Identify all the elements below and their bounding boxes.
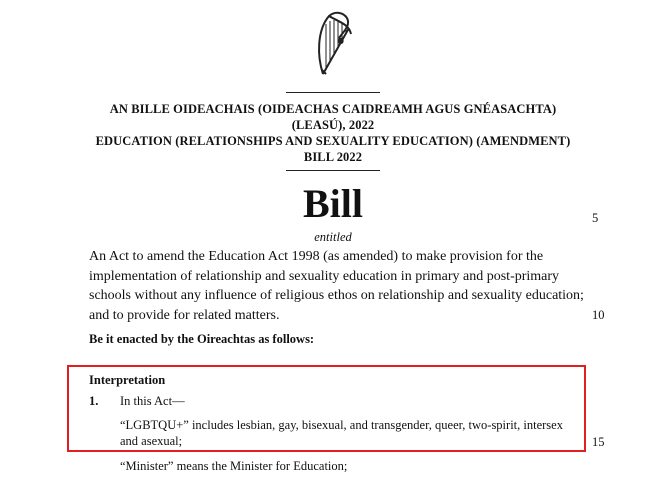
section-heading: Interpretation	[89, 373, 166, 387]
definition-minister: “Minister” means the Minister for Education;	[120, 459, 348, 473]
long-title-line: An Act to amend the Education Act 1998 (as amended) to make provision for the	[89, 249, 544, 264]
title-top-rule	[286, 92, 380, 93]
bill-title-block	[80, 101, 586, 165]
section-number: 1.	[89, 394, 99, 408]
long-title	[89, 247, 589, 325]
bill-heading: Bill	[302, 181, 364, 226]
long-title-line: and to provide for related matters.	[89, 307, 280, 323]
long-title-line: implementation of relationship and sexuality education in primary and post-primary	[89, 268, 560, 284]
long-title-line: schools without any influence of religious ethos on relationship and sexuality education;	[89, 288, 584, 304]
line-number-10: 10	[592, 308, 605, 322]
enacting-formula: Be it enacted by the Oireachtas as follows:	[89, 332, 315, 346]
harp-icon	[309, 8, 357, 80]
definition-lgbtqu: “LGBTQU+” includes lesbian, gay, bisexual, and transgender, queer, two-spirit, intersex and asexual;	[120, 418, 563, 448]
title-bottom-rule	[286, 170, 380, 171]
irish-title-line1: AN BILLE OIDEACHAIS (OIDEACHAS CAIDREAMH AGUS GNÉASACHTA)	[109, 102, 557, 116]
english-title-line2: BILL 2022	[303, 150, 363, 164]
line-number-15: 15	[592, 435, 605, 449]
irish-title-line2: (LEASÚ), 2022	[291, 118, 375, 132]
line-number-5: 5	[592, 211, 599, 225]
english-title-line1: EDUCATION (RELATIONSHIPS AND SEXUALITY EDUCATION) (AMENDMENT)	[95, 134, 571, 148]
section-intro: In this Act—	[120, 394, 185, 408]
entitled-label: entitled	[314, 230, 352, 244]
